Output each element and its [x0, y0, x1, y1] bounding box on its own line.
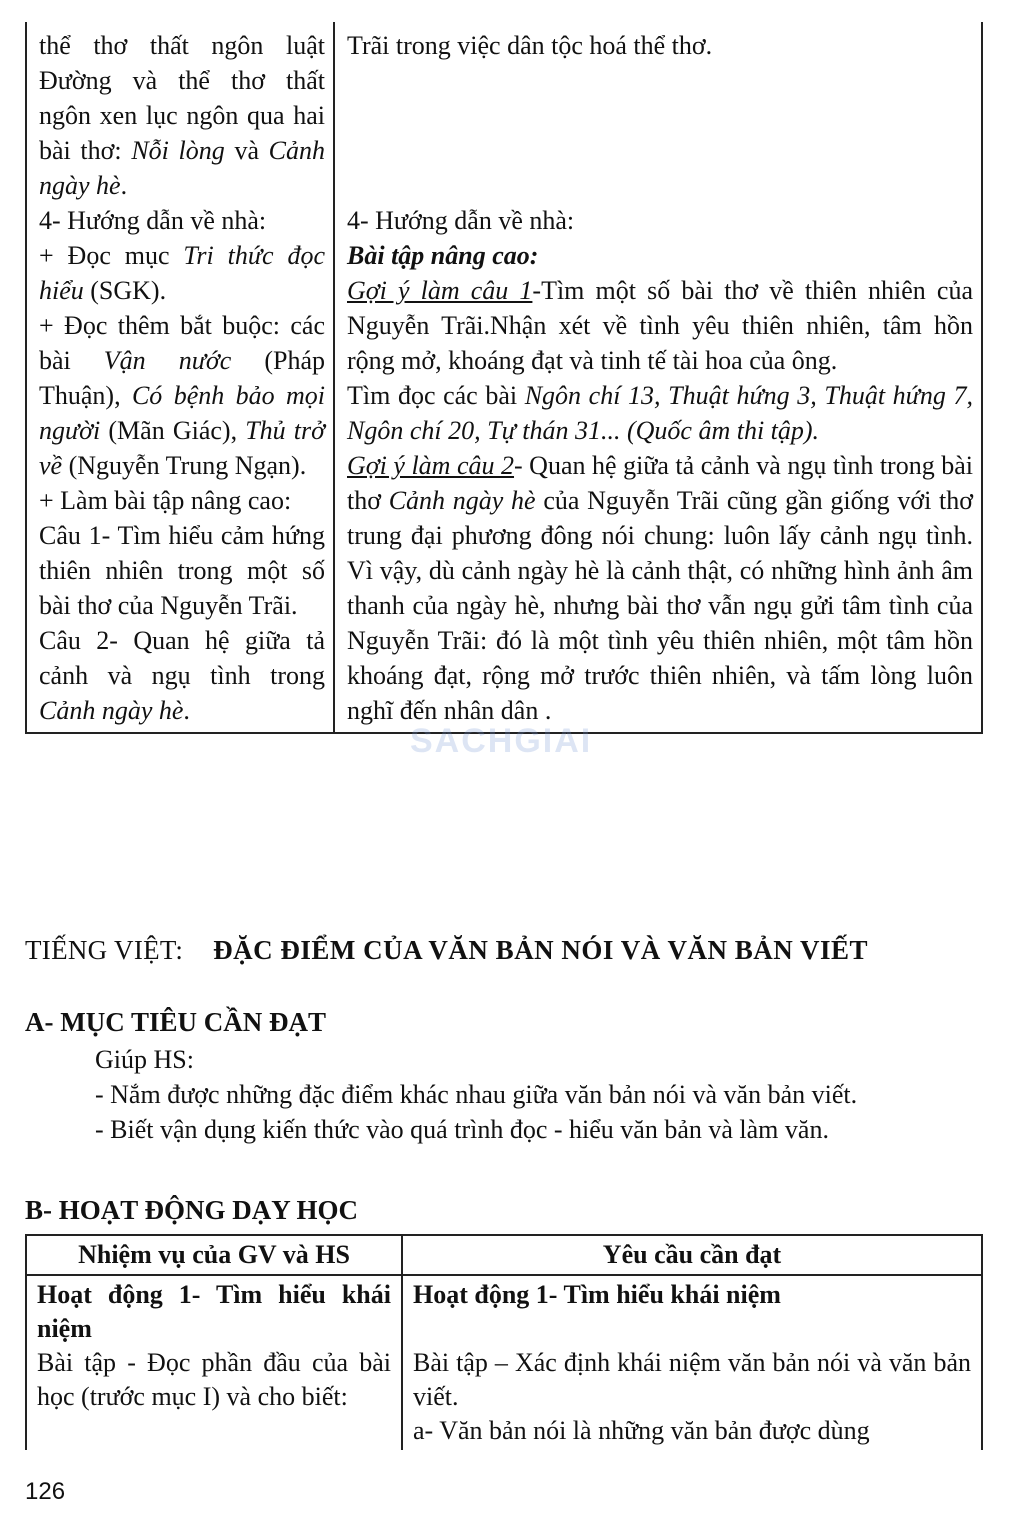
left-para-1: thể thơ thất ngôn luật Đường và thể thơ thất ngôn xen lục ngôn qua hai bài thơ: Nỗi lòng và Cảnh ngày hè.	[39, 31, 326, 200]
lesson-heading	[25, 930, 1005, 970]
activity-right-cell	[402, 1275, 982, 1450]
column-header-tasks: Nhiệm vụ của GV và HS	[26, 1235, 402, 1275]
top-table-container	[25, 22, 981, 734]
right-para-4: Gợi ý làm câu 1-Tìm một số bài thơ về thiên nhiên của Nguyễn Trãi.Nhận xét về tình yêu thiên nhiên, tâm hồn rộng mở, khoáng đạt và tinh tế tài hoa của ông.	[347, 276, 973, 375]
page-number: 126	[25, 1478, 66, 1505]
column-header-requirements: Yêu cầu cần đạt	[402, 1235, 982, 1275]
section-a-item-1: - Nắm được những đặc điểm khác nhau giữa văn bản nói và văn bản viết.	[95, 1080, 858, 1109]
activity-left-cell	[26, 1275, 402, 1450]
left-para-4: + Đọc thêm bắt buộc: các bài Vận nước (Pháp Thuận), Có bệnh bảo mọi người (Mãn Giác), Thủ trở về (Nguyễn Trung Ngạn).	[39, 311, 325, 480]
watermark: SACHGIAI	[410, 722, 593, 760]
activity-right-heading: Hoạt động 1- Tìm hiểu khái niệm	[413, 1280, 781, 1309]
section-a-title: A- MỤC TIÊU CẦN ĐẠT	[25, 1007, 327, 1037]
teacher-task-column	[26, 22, 334, 733]
right-homework-heading: 4- Hướng dẫn về nhà:	[347, 206, 575, 235]
section-a	[25, 1002, 985, 1147]
right-para-5: Tìm đọc các bài Ngôn chí 13, Thuật hứng 3, Thuật hứng 7, Ngôn chí 20, Tự thán 31... (Quốc âm thi tập).	[347, 381, 973, 445]
lesson-title: ĐẶC ĐIỂM CỦA VĂN BẢN NÓI VÀ VĂN BẢN VIẾT	[213, 935, 869, 965]
section-b-title: B- HOẠT ĐỘNG DẠY HỌC	[25, 1195, 359, 1225]
left-para-3: + Đọc mục Tri thức đọc hiểu (SGK).	[39, 241, 325, 305]
subject-label: TIẾNG VIỆT:	[25, 935, 184, 965]
activity-right-text-2: a- Văn bản nói là những văn bản được dùng	[413, 1416, 870, 1445]
section-a-item-2: - Biết vận dụng kiến thức vào quá trình đọc - hiểu văn bản và làm văn.	[95, 1115, 829, 1144]
activity-right-text-1: Bài tập – Xác định khái niệm văn bản nói và văn bản viết.	[413, 1348, 971, 1411]
left-homework-heading: 4- Hướng dẫn về nhà:	[39, 206, 267, 235]
left-para-7: Câu 2- Quan hệ giữa tả cảnh và ngụ tình trong Cảnh ngày hè.	[39, 626, 325, 725]
activity-left-heading: Hoạt động 1- Tìm hiểu khái niệm	[37, 1280, 391, 1343]
activity-table	[25, 1234, 983, 1450]
left-para-5: + Làm bài tập nâng cao:	[39, 486, 292, 515]
lesson-plan-table-continued	[25, 22, 983, 734]
section-a-intro: Giúp HS:	[95, 1045, 194, 1074]
right-para-6: Gợi ý làm câu 2- Quan hệ giữa tả cảnh và ngụ tình trong bài thơ Cảnh ngày hè của Nguyễn Trãi cũng gần giống với thơ trung đại phương đông nói chung: luôn lấy cảnh ngụ tình. Vì vậy, dù cảnh ngày hè là cảnh thật, có những hình ảnh âm thanh của ngày hè, nhưng bài thơ vẫn ngụ gửi tâm tình của Nguyễn Trãi: đó là một tình yêu thiên nhiên, một tâm hồn khoáng đạt, rộng mở trước thiên nhiên, và tấm lòng luôn nghĩ đến nhân dân .	[347, 451, 973, 725]
right-advanced-exercise: Bài tập nâng cao:	[347, 241, 539, 270]
requirement-column	[334, 22, 982, 733]
left-para-6: Câu 1- Tìm hiểu cảm hứng thiên nhiên trong một số bài thơ của Nguyễn Trãi.	[39, 521, 325, 620]
activity-left-text: Bài tập - Đọc phần đầu của bài học (trước mục I) và cho biết:	[37, 1348, 391, 1411]
section-b	[25, 1190, 985, 1450]
right-para-1: Trãi trong việc dân tộc hoá thể thơ.	[347, 31, 713, 60]
